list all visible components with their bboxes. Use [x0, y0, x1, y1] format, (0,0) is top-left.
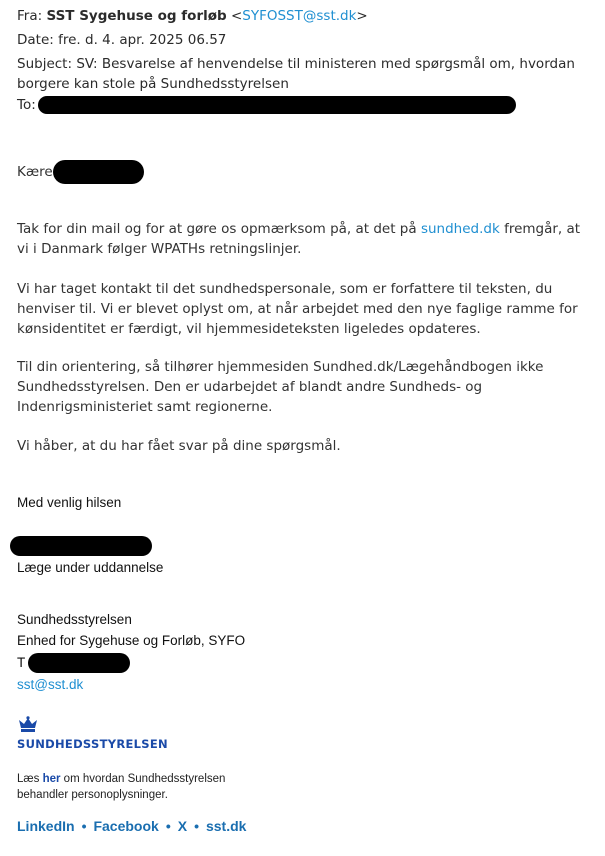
org-name: Sundhedsstyrelsen — [17, 612, 132, 627]
unit-name: Enhed for Sygehuse og Forløb, SYFO — [17, 633, 246, 648]
facebook-link[interactable]: Facebook — [93, 818, 159, 834]
from-label: Fra: — [17, 8, 43, 24]
sender-name: SST Sygehuse og forløb — [46, 8, 227, 24]
crown-icon — [18, 716, 38, 734]
subject-line-2: borgere kan stole på Sundhedsstyrelsen — [17, 76, 289, 92]
sender-title: Læge under uddannelse — [17, 560, 164, 575]
privacy-line-1 — [17, 772, 225, 787]
separator-dot: • — [194, 818, 199, 834]
date-value: fre. d. 4. apr. 2025 06.57 — [58, 32, 227, 48]
date-label: Date: — [17, 32, 54, 48]
paragraph-4: Vi håber, at du har fået svar på dine spørgsmål. — [17, 438, 341, 454]
separator-dot: • — [165, 818, 171, 834]
paragraph-3: Til din orientering, så tilhører hjemmesiden Sundhed.dk/Lægehåndbogen ikke Sundhedsstyrelsen. Den er udarbejdet af blandt andre Sundheds- og Indenrigsministeriet samt regionerne. — [17, 359, 544, 415]
signature-email-link[interactable]: sst@sst.dk — [17, 677, 84, 692]
redacted-recipient-name — [53, 160, 144, 184]
redacted-sender-name — [10, 536, 152, 556]
x-link[interactable]: X — [177, 818, 188, 834]
greeting: Kære — [17, 164, 53, 180]
privacy-text-end: om hvordan Sundhedsstyrelsen — [60, 773, 226, 785]
privacy-text: Læs — [17, 773, 43, 785]
redacted-phone — [28, 653, 130, 673]
paragraph-1-text-end: fremgår, at vi i Danmark følger WPATHs retningslinjer. — [17, 221, 581, 257]
paragraph-1-text: Tak for din mail og for at gøre os opmærksom på, at det på — [17, 221, 421, 237]
separator-dot: • — [81, 818, 87, 834]
phone-label: T — [17, 655, 26, 670]
subject-line — [17, 55, 575, 74]
redacted-recipient — [38, 96, 516, 114]
social-links — [17, 818, 246, 834]
signature-email — [17, 677, 83, 692]
closing: Med venlig hilsen — [17, 495, 122, 510]
paragraph-1 — [17, 219, 592, 259]
linkedin-link[interactable]: LinkedIn — [17, 818, 75, 834]
sundhed-link[interactable]: sundhed.dk — [420, 221, 500, 237]
sst-link[interactable]: sst.dk — [205, 818, 247, 834]
paragraph-2: Vi har taget kontakt til det sundhedspersonale, som er forfattere til teksten, du henviser til. Vi er blevet oplyst om, at når arbejdet med den nye faglige ramme for kønsidentitet er færdigt, vil hjemmesideteksten ligeledes opdateres. — [17, 281, 578, 337]
privacy-here-link[interactable]: her — [42, 773, 61, 785]
privacy-line-2: behandler personoplysninger. — [17, 789, 168, 801]
sender-email-link[interactable]: SYFOSST@sst.dk — [242, 8, 357, 24]
from-line: Fra: SST Sygehuse og forløb <SYFOSST@sst.dk> — [17, 8, 368, 24]
subject-text-1: SV: Besvarelse af henvendelse til ministeren med spørgsmål om, hvordan — [76, 56, 575, 72]
date-line — [17, 31, 226, 50]
logo-wordmark: SUNDHEDSSTYRELSEN — [17, 737, 168, 751]
to-label: To: — [17, 97, 36, 113]
subject-label: Subject: — [17, 56, 73, 72]
